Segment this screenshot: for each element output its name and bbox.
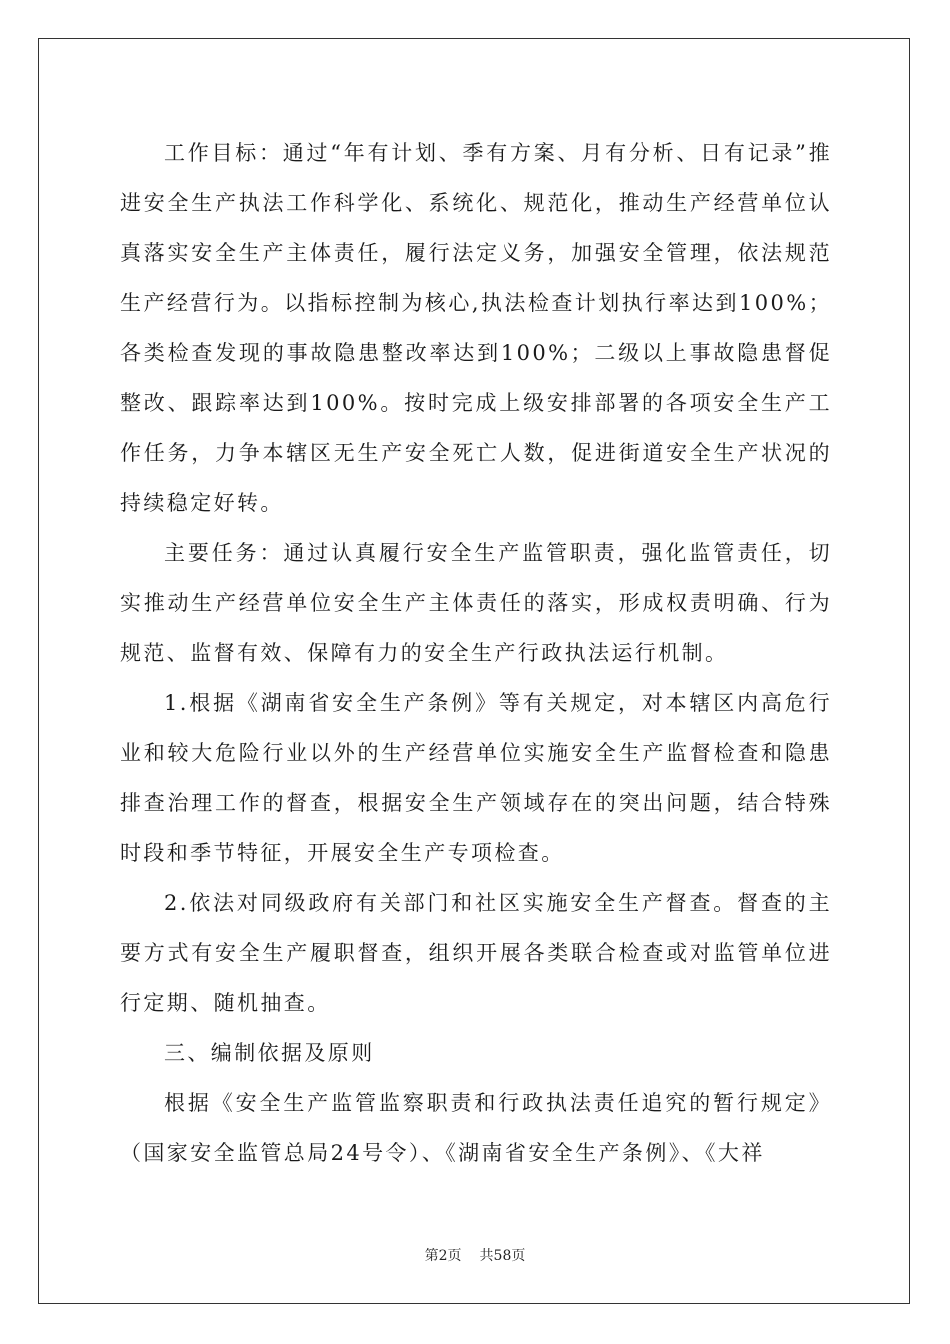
paragraph-basis: 根据《安全生产监管监察职责和行政执法责任追究的暂行规定》（国家安全监管总局24号令）、《湖南省安全生产条例》、《大祥 xyxy=(120,1091,832,1165)
page-number: 第2页 xyxy=(424,1248,462,1264)
page-total: 共58页 xyxy=(479,1248,526,1264)
section-heading-basis: 三、编制依据及原则 xyxy=(164,1041,375,1065)
page-footer xyxy=(0,1245,950,1265)
paragraph-main-tasks: 主要任务：通过认真履行安全生产监管职责，强化监管责任，切实推动生产经营单位安全生产主体责任的落实，形成权责明确、行为规范、监督有效、保障有力的安全生产行政执法运行机制。 xyxy=(120,541,832,665)
paragraph-work-goal: 工作目标：通过“年有计划、季有方案、月有分析、日有记录”推进安全生产执法工作科学化、系统化、规范化，推动生产经营单位认真落实安全生产主体责任，履行法定义务，加强安全管理，依法规范生产经营行为。以指标控制为核心,执法检查计划执行率达到100%；各类检查发现的事故隐患整改率达到100%；二级以上事故隐患督促整改、跟踪率达到100%。按时完成上级安排部署的各项安全生产工作任务，力争本辖区无生产安全死亡人数，促进街道安全生产状况的持续稳定好转。 xyxy=(120,141,832,515)
paragraph-task-2: 2.依法对同级政府有关部门和社区实施安全生产督查。督查的主要方式有安全生产履职督查，组织开展各类联合检查或对监管单位进行定期、随机抽查。 xyxy=(120,891,832,1015)
document-body xyxy=(120,128,832,1178)
paragraph-task-1: 1.根据《湖南省安全生产条例》等有关规定，对本辖区内高危行业和较大危险行业以外的生产经营单位实施安全生产监督检查和隐患排查治理工作的督查，根据安全生产领域存在的突出问题，结合特殊时段和季节特征，开展安全生产专项检查。 xyxy=(120,691,832,865)
